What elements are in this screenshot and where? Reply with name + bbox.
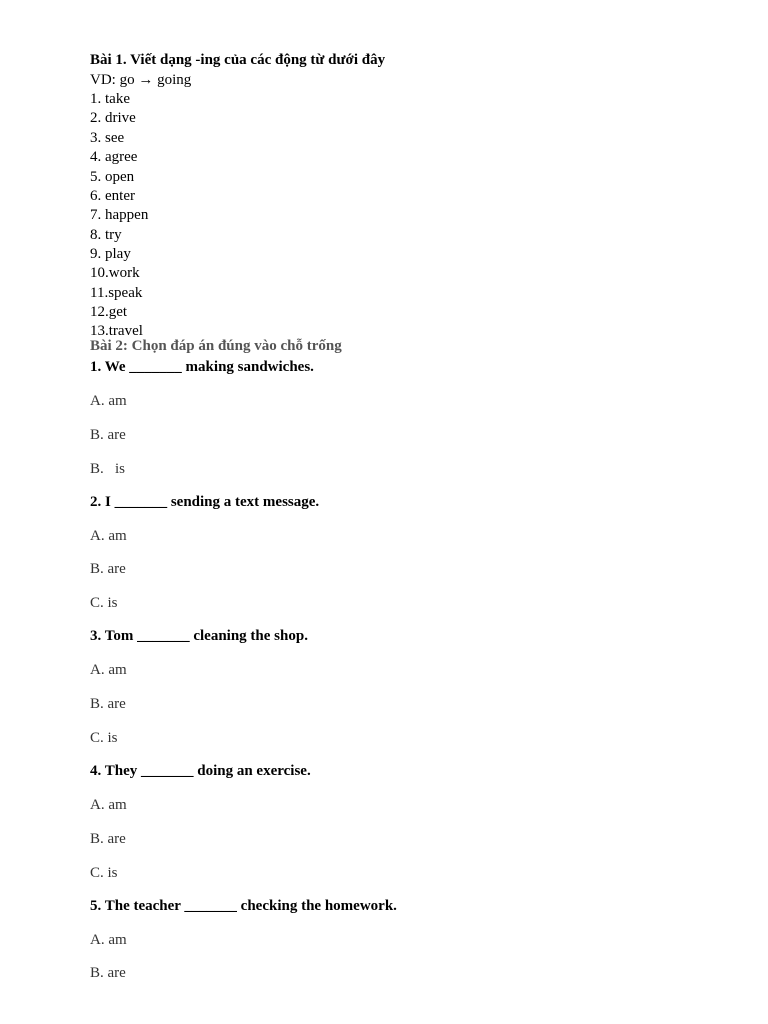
question-1: 1. We _______ making sandwiches. <box>90 359 314 375</box>
answer-option: C. is <box>90 595 118 611</box>
verb-item: 11.speak <box>90 285 143 301</box>
verb-item: 5. open <box>90 169 135 185</box>
verb-item: 10.work <box>90 265 140 281</box>
answer-option: B. is <box>90 461 126 477</box>
verb-item: 6. enter <box>90 188 135 204</box>
answer-option: C. is <box>90 865 118 881</box>
verb-item: 4. agree <box>90 149 138 165</box>
answer-option: A. am <box>90 393 127 409</box>
verb-item: 1. take <box>90 91 130 107</box>
answer-option: A. am <box>90 528 127 544</box>
question-3: 3. Tom _______ cleaning the shop. <box>90 628 308 644</box>
exercise-1-title: Bài 1. Viết dạng -ing của các động từ dưới đây <box>90 52 386 68</box>
verb-item: 13.travel <box>90 323 143 339</box>
verb-item: 8. try <box>90 227 122 243</box>
exercise-2-title: Bài 2: Chọn đáp án đúng vào chỗ trống <box>90 338 342 354</box>
answer-option: C. is <box>90 730 118 746</box>
question-5: 5. The teacher _______ checking the homework. <box>90 898 397 914</box>
answer-option: A. am <box>90 662 127 678</box>
answer-option: B. are <box>90 561 126 577</box>
answer-option: B. are <box>90 831 126 847</box>
answer-option: A. am <box>90 797 127 813</box>
answer-option: A. am <box>90 932 127 948</box>
answer-option: B. are <box>90 427 126 443</box>
verb-item: 2. drive <box>90 110 136 126</box>
exercise-1-example: VD: go → going <box>90 72 192 88</box>
question-2: 2. I _______ sending a text message. <box>90 494 320 510</box>
verb-item: 3. see <box>90 130 125 146</box>
question-4: 4. They _______ doing an exercise. <box>90 763 311 779</box>
answer-option: B. are <box>90 696 126 712</box>
verb-item: 12.get <box>90 304 128 320</box>
verb-item: 7. happen <box>90 207 149 223</box>
answer-option: B. are <box>90 965 126 981</box>
verb-item: 9. play <box>90 246 131 262</box>
